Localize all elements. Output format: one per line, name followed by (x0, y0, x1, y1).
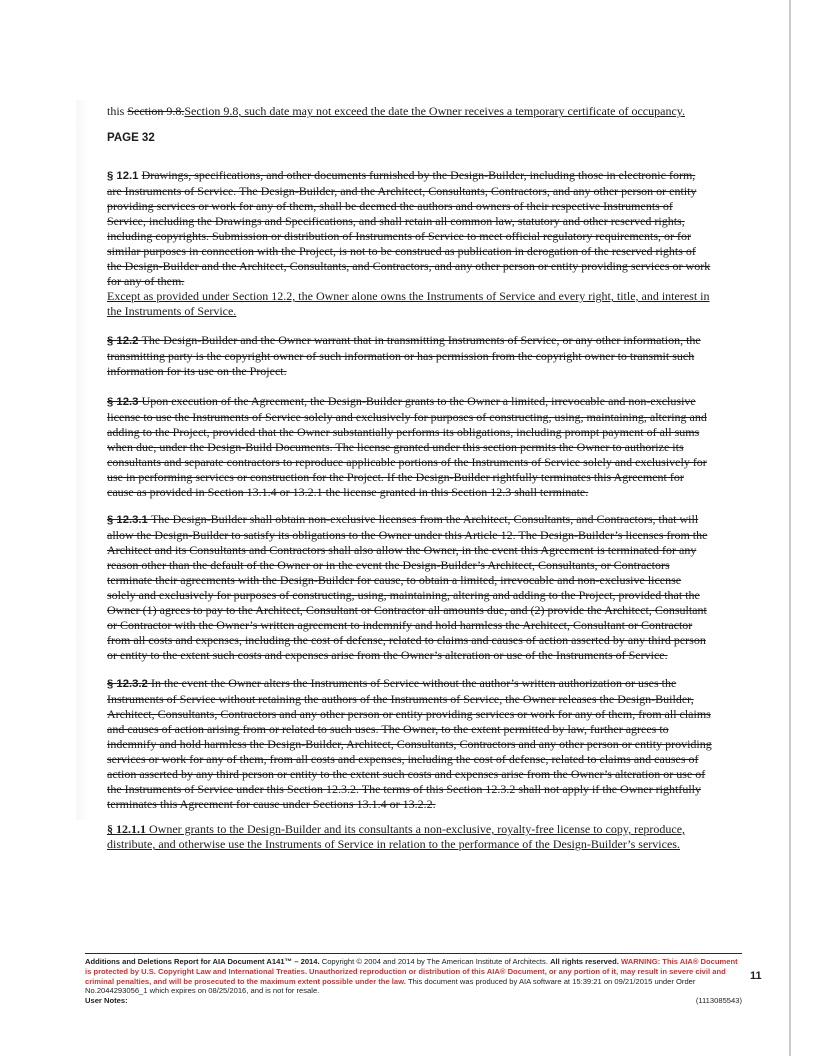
document-body (107, 104, 712, 852)
paragraph-12-3 (107, 394, 712, 500)
user-notes-label: User Notes: (85, 996, 128, 1006)
section-number: § 12.1 (107, 170, 142, 182)
user-notes-id: (1113085543) (695, 996, 742, 1006)
scan-artifact-left (76, 100, 90, 820)
footer-copyright-text: Copyright © 2004 and 2014 by The American Institute of Architects. (319, 957, 551, 966)
page-footer (85, 953, 742, 1006)
deleted-text: The Design-Builder shall obtain non-exclusive licenses from the Architect, Consultants, and Contractors, that will allow the Design-Builder to satisfy its obligations to the Owner under this Article 12. The Design-Builder’s licenses from the Architect and its Consultants and Contractors shall also allow the Owner, in the event this Agreement is terminated for any reason other than the default of the Owner or in the event the Design-Builder’s Architect, Consultants, or Contractors terminate their agreements with the Design-Builder for cause, to obtain a limited, irrevocable and non-exclusive license solely and exclusively for purposes of constructing, using, maintaining, altering and adding to the Project, provided that the Owner (1) agrees to pay to the Architect, Consultant or Contractor all amounts due, and (2) provide the Architect, Consultant or Contractor with the Owner’s written agreement to indemnify and hold harmless the Architect, Consultant or Contractor from all costs and expenses, including the cost of defense, related to claims and causes of action asserted by any third person or entity to the extent such costs and expenses arise from the Owner’s alteration or use of the Instruments of Service. (107, 512, 708, 662)
section-number: § 12.2 (107, 335, 142, 347)
added-text: Owner grants to the Design-Builder and its consultants a non-exclusive, royalty-free license to copy, reproduce, distribute, and otherwise use the Instruments of Service in relation to the performance of the Design-Builder’s services. (107, 822, 686, 851)
section-number: § 12.3.2 (107, 678, 151, 690)
paragraph-12-1-1 (107, 822, 712, 852)
plain-text: this (107, 104, 128, 118)
section-number: § 12.3.1 (107, 514, 151, 526)
added-text: Except as provided under Section 12.2, the Owner alone owns the Instruments of Service and every right, title, and interest in the Instruments of Service. (107, 289, 710, 318)
deleted-text: The Design-Builder and the Owner warrant that in transmitting Instruments of Service, or any other information, the transmitting party is the copyright owner of such information or has permission from the copyright owner to transmit such information for its use on the Project. (107, 333, 701, 378)
footer-produced-text: This document was produced by AIA software at 15:39:21 on 09/21/2015 under Order No.2044293056_1 which expires on 08/25/2016, and is not for resale. (85, 976, 696, 996)
paragraph-12-1 (107, 168, 712, 319)
added-text: Section 9.8, such date may not exceed the date the Owner receives a temporary certificate of occupancy. (184, 104, 686, 118)
paragraph-12-3-2 (107, 676, 712, 812)
deleted-text: Section 9.8. (127, 104, 185, 118)
footer-user-notes-row (85, 996, 742, 1006)
page-number: 11 (750, 970, 762, 982)
deleted-text: In the event the Owner alters the Instruments of Service without the author’s written authorization or uses the Instruments of Service without retaining the authors of the Instruments of Service, the Owner releases the Design-Builder, Architect, Consultants, Contractors and any other person or entity providing services or work for any of them, from all claims and causes of action arising from or related to such uses. The Owner, to the extent permitted by law, further agrees to indemnify and hold harmless the Design-Builder, Architect, Consultants, Contractors and any other person or entity providing services or work for any of them, from all costs and expenses, including the cost of defense, related to claims and causes of action asserted by any third person or entity to the extent such costs and expenses arise from the Owner’s alteration or use of the Instruments of Service under this Section 12.3.2. The terms of this Section 12.3.2 shall not apply if the Owner rightfully terminates this Agreement for cause under Sections 13.1.4 or 13.2.2. (107, 676, 712, 811)
footer-copyright-line (85, 957, 742, 996)
deleted-text: Upon execution of the Agreement, the Design-Builder grants to the Owner a limited, irrevocable and non-exclusive license to use the Instruments of Service solely and exclusively for purposes of constructing, using, maintaining, altering and adding to the Project, provided that the Owner substantially performs its obligations, including prompt payment of all sums when due, under the Design-Build Documents. The license granted under this section permits the Owner to authorize its consultants and separate contractors to reproduce applicable portions of the Instruments of Service solely and exclusively for use in performing services or construction for the Project. If the Design-Builder rightfully terminates this Agreement for cause as provided in Section 13.1.4 or 13.2.1 the license granted in this Section 12.3 shall terminate. (107, 394, 707, 499)
scan-artifact-right-edge (789, 0, 791, 1056)
paragraph-12-2 (107, 333, 712, 379)
section-number: § 12.3 (107, 396, 142, 408)
footer-warning-text: WARNING: This AIA® Document is protected by U.S. Copyright Law and International Treaties. Unauthorized reproduction or distribution of this AIA® Document, or any portion of it, may result in severe civil and criminal penalties, and will be prosecuted to the maximum extent possible under the law. (85, 957, 738, 986)
paragraph-continuation (107, 104, 712, 119)
footer-rights-text: All rights reserved. (550, 957, 621, 966)
page-heading: PAGE 32 (107, 132, 155, 144)
paragraph-12-3-1 (107, 512, 712, 663)
section-number: § 12.1.1 (107, 822, 149, 836)
deleted-text: Drawings, specifications, and other documents furnished by the Design-Builder, including those in electronic form, are Instruments of Service. The Design-Builder, and the Architect, Consultants, Contractors, and any other person or entity providing services or work for any of them, shall be deemed the authors and owners of their respective Instruments of Service, including the Drawings and Specifications, and shall retain all common law, statutory and other reserved rights, including copyrights. Submission or distribution of Instruments of Service to meet official regulatory requirements, or for similar purposes in connection with the Project, is not to be construed as publication in derogation of the reserved rights of the Design-Builder and the Architect, Consultants, and Contractors, and any other person or entity providing services or work for any of them. (107, 168, 711, 288)
footer-doc-title: Additions and Deletions Report for AIA Document A141™ – 2014. (85, 957, 320, 966)
